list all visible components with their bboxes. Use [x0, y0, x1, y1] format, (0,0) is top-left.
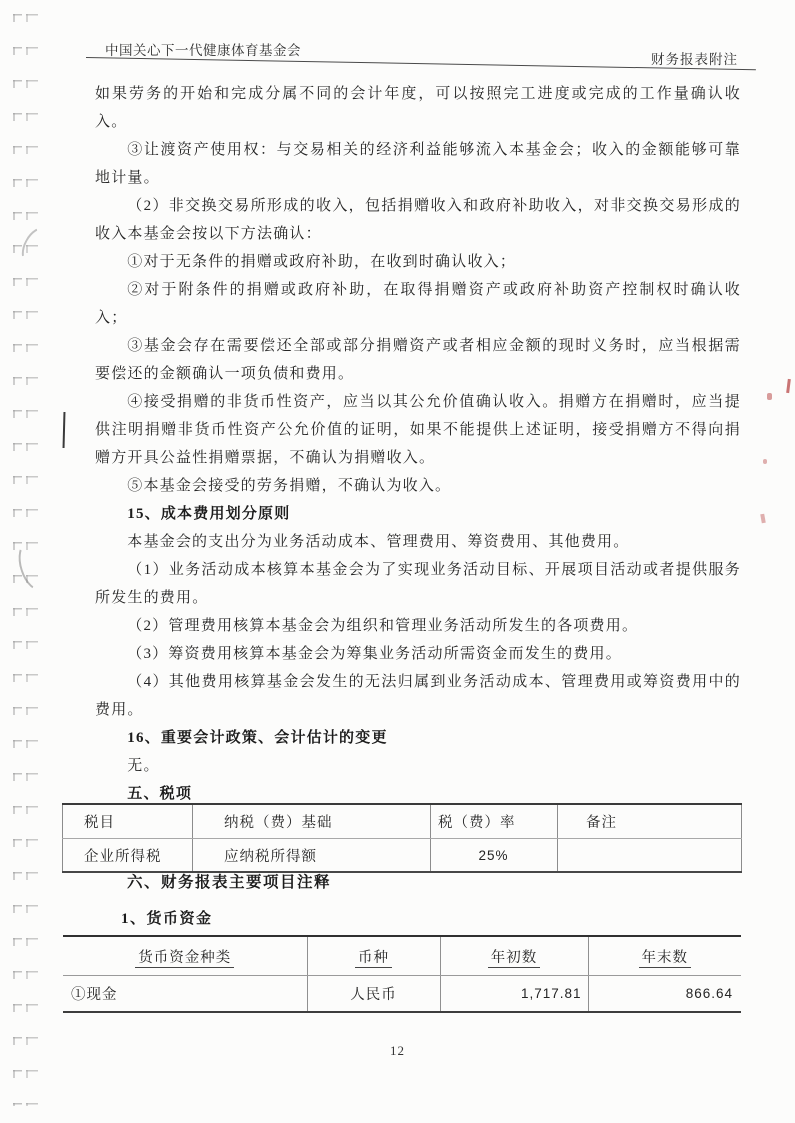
paragraph: （4）其他费用核算基金会发生的无法归属到业务活动成本、管理费用或筹资费用中的费用。: [95, 674, 741, 718]
paragraph: 本基金会的支出分为业务活动成本、管理费用、筹资费用、其他费用。: [127, 534, 630, 550]
binding-tick-column: [13, 14, 15, 1106]
column-header: 备注: [558, 804, 742, 839]
column-header-label: 年初数: [488, 950, 541, 968]
body-text: [95, 80, 741, 804]
paragraph: （3）筹资费用核算本基金会为筹集业务活动所需资金而发生的费用。: [127, 646, 622, 662]
column-header: 纳税（费）基础: [193, 804, 431, 839]
table-header-row: [63, 936, 741, 976]
column-header: 税目: [63, 804, 193, 839]
table-cell: 1,717.81: [440, 976, 588, 1013]
pen-mark: [63, 412, 66, 448]
table-cell: [558, 839, 742, 873]
column-header: [440, 936, 588, 976]
table-cell: ①现金: [71, 987, 118, 1003]
paragraph: ①对于无条件的捐赠或政府补助，在收到时确认收入；: [127, 254, 517, 270]
red-ink-mark: [767, 393, 772, 400]
red-ink-mark: [786, 379, 791, 393]
paragraph: ⑤本基金会接受的劳务捐赠，不确认为收入。: [127, 478, 452, 494]
paragraph: 无。: [127, 758, 160, 774]
column-header: [63, 936, 307, 976]
section-heading-tax: 五、税项: [127, 786, 193, 802]
column-header-label: 货币资金种类: [135, 950, 234, 968]
column-header-label: 币种: [355, 950, 392, 968]
paragraph: ③基金会存在需要偿还全部或部分捐赠资产或者相应金额的现时义务时，应当根据需要偿还的金额确认一项负债和费用。: [95, 338, 741, 382]
paragraph: ②对于附条件的捐赠或政府补助，在取得捐赠资产或政府补助资产控制权时确认收入；: [95, 282, 741, 326]
paragraph: （2）非交换交易所形成的收入，包括捐赠收入和政府补助收入，对非交换交易形成的收入本基金会按以下方法确认：: [95, 198, 741, 242]
header-organization: 中国关心下一代健康体育基金会: [105, 43, 301, 58]
table-cell: 866.64: [588, 976, 741, 1013]
table-cell: 人民币: [307, 976, 440, 1013]
column-header: 税（费）率: [431, 804, 558, 839]
table-row: [63, 839, 742, 873]
column-header: [307, 936, 440, 976]
section-heading-notes: 六、财务报表主要项目注释: [127, 874, 332, 891]
column-header: [588, 936, 741, 976]
column-header-label: 年末数: [639, 950, 692, 968]
paragraph: （2）管理费用核算本基金会为组织和管理业务活动所发生的各项费用。: [127, 618, 639, 634]
cash-table: [63, 935, 741, 1013]
table-header-row: [63, 804, 742, 839]
section-heading-15: 15、成本费用划分原则: [127, 506, 291, 522]
header-doc-type: 财务报表附注: [651, 52, 738, 67]
red-ink-mark: [760, 514, 766, 524]
red-ink-mark: [763, 459, 767, 464]
subsection-heading-cash: 1、货币资金: [121, 911, 213, 927]
paragraph: ④接受捐赠的非货币性资产，应当以其公允价值确认收入。捐赠方在捐赠时，应当提供注明捐赠非货币性资产公允价值的证明，如果不能提供上述证明，接受捐赠方不得向捐赠方开具公益性捐赠票据，不确认为捐赠收入。: [95, 394, 741, 466]
paragraph: 如果劳务的开始和完成分属不同的会计年度，可以按照完工进度或完成的工作量确认收入。: [95, 86, 741, 130]
table-cell: 25%: [431, 839, 558, 873]
tax-table: [62, 803, 742, 873]
paragraph: （1）业务活动成本核算本基金会为了实现业务活动目标、开展项目活动或者提供服务所发生的费用。: [95, 562, 741, 606]
paragraph: ③让渡资产使用权：与交易相关的经济利益能够流入本基金会；收入的金额能够可靠地计量。: [95, 142, 741, 186]
table-cell: 应纳税所得额: [193, 839, 431, 873]
page-number: 12: [390, 1043, 405, 1058]
section-heading-16: 16、重要会计政策、会计估计的变更: [127, 730, 388, 746]
binding-squiggle: [16, 223, 56, 270]
table-cell: 企业所得税: [63, 839, 193, 873]
table-row: [63, 976, 741, 1013]
